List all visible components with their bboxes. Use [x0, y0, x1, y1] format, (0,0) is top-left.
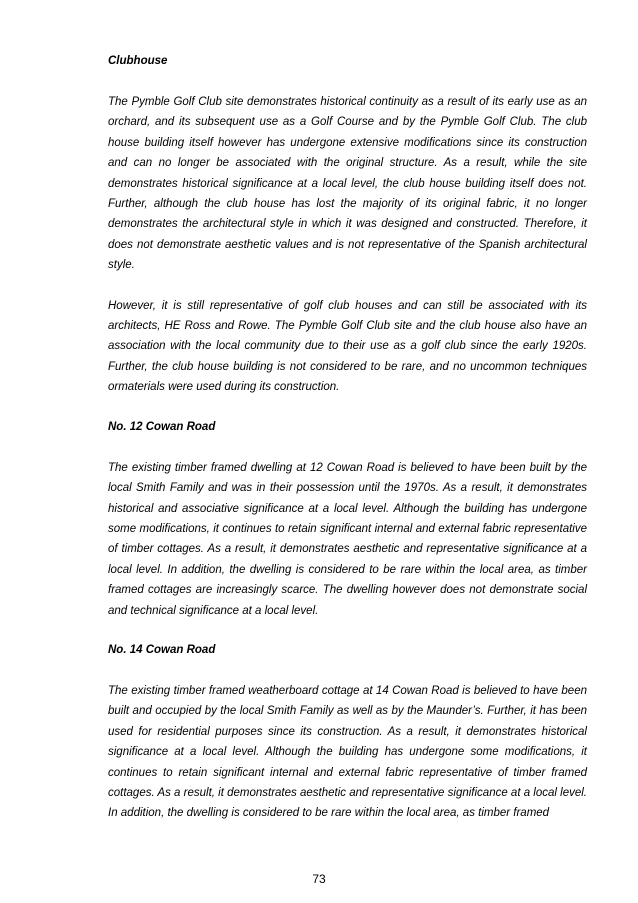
paragraph: The existing timber framed weatherboard cottage at 14 Cowan Road is believed to have been built and occupied by the local Smith Family as well as by the Maunder’s. Further, it has been used for residential purposes since its construction. As a result, it demonstrates historical significance at a local level. Although the building has undergone some modifications, it continues to retain significant internal and external fabric representative of timber framed cottages. As a result, it demonstrates aesthetic and representative significance at a local level. In addition, the dwelling is considered to be rare within the local area, as timber framed [108, 684, 587, 820]
paragraph: The Pymble Golf Club site demonstrates historical continuity as a result of its early use as an orchard, and its subsequent use as a Golf Course and by the Pymble Golf Club. The club house building itself however has undergone extensive modifications since its construction and can no longer be associated with the original structure. As a result, while the site demonstrates historical significance at a local level, the club house building itself does not. Further, although the club house has lost the majority of its original fabric, it no longer demonstrates the architectural style in which it was designed and constructed. Therefore, it does not demonstrate aesthetic values and is not representative of the Spanish architectural style. [108, 96, 587, 272]
section-heading-14-cowan-road: No. 14 Cowan Road [108, 643, 216, 656]
paragraph: However, it is still representative of golf club houses and can still be associated with its architects, HE Ross and Rowe. The Pymble Golf Club site and the club house also have an association with the local community due to their use as a golf club since the early 1920s. Further, the club house building is not considered to be rare, and no uncommon techniques ormaterials were used during its construction. [108, 299, 587, 394]
section-heading-12-cowan-road: No. 12 Cowan Road [108, 420, 216, 433]
paragraph: The existing timber framed dwelling at 12 Cowan Road is believed to have been built by the local Smith Family and was in their possession until the 1970s. As a result, it demonstrates historical and associative significance at a local level. Although the building has undergone some modifications, it continues to retain significant internal and external fabric representative of timber cottages. As a result, it demonstrates aesthetic and representative significance at a local level. In addition, the dwelling is considered to be rare within the local area, as timber framed cottages are increasingly scarce. The dwelling however does not demonstrate social and technical significance at a local level. [108, 461, 587, 617]
section-heading-clubhouse: Clubhouse [108, 55, 168, 67]
document-page [108, 52, 587, 824]
page-number: 73 [312, 872, 326, 886]
